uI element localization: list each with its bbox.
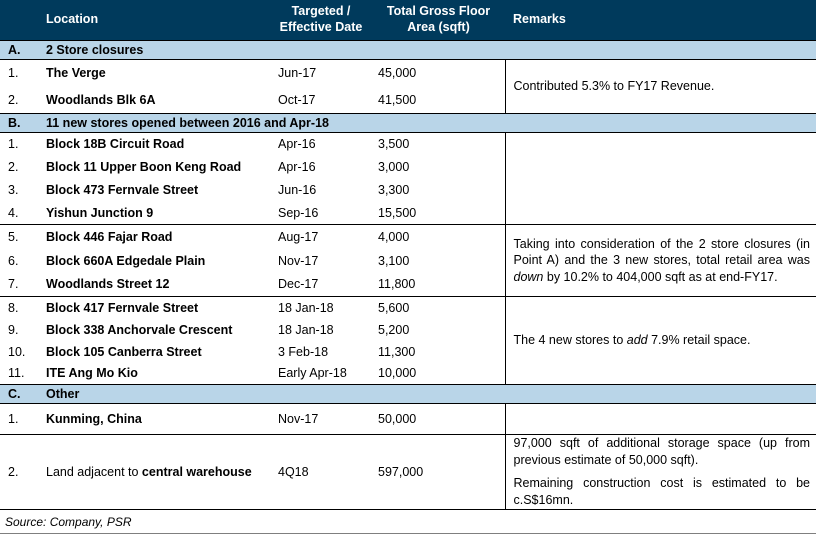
location-text: ITE Ang Mo Kio: [46, 366, 138, 381]
date-cell: Nov-17: [278, 253, 319, 268]
remark-text: 7.9% retail space.: [647, 333, 751, 348]
remark-text: Remaining construction cost is estimated to be c.S$16mn.: [513, 476, 810, 507]
remark-cell: [505, 435, 816, 510]
remark-cell: [505, 60, 816, 114]
date-cell: 3 Feb-18: [278, 344, 329, 359]
remark-paragraph: [514, 332, 811, 349]
area-cell: 15,500: [378, 205, 417, 220]
date-cell: Dec-17: [278, 277, 319, 292]
location-cell: [38, 435, 270, 510]
table-row: [0, 133, 816, 156]
row-number-cell: 2.: [8, 92, 19, 107]
remark-text: by 10.2% to 404,000 sqft as at end-FY17.: [543, 269, 778, 284]
row-number-cell: 2.: [0, 435, 38, 510]
section-letter-cell: C.: [0, 385, 38, 404]
date-cell: Apr-16: [278, 160, 316, 174]
area-cell: 10,000: [378, 366, 417, 381]
date-cell: Apr-16: [270, 133, 370, 156]
location-cell: [38, 156, 270, 179]
location-text: Block 417 Fernvale Street: [46, 300, 199, 315]
area-cell: 5,600: [370, 297, 505, 319]
location-text: Yishun Junction 9: [46, 205, 154, 220]
row-number-cell: 9.: [8, 322, 19, 337]
header-area-line1: Total Gross Floor: [386, 4, 491, 19]
row-number-cell: 4.: [8, 205, 19, 220]
section-title-cell: 11 new stores opened between 2016 and Apr-18: [38, 114, 816, 133]
table-row: [0, 225, 816, 249]
row-number-cell: 1.: [0, 404, 38, 435]
location-cell: [38, 225, 270, 249]
location-cell: [38, 363, 270, 385]
location-text: Block 473 Fernvale Street: [46, 183, 199, 197]
area-cell: 3,100: [378, 253, 410, 268]
location-cell: [38, 273, 270, 297]
location-cell: [38, 179, 270, 202]
area-cell: 597,000: [370, 435, 505, 510]
date-cell: Aug-17: [270, 225, 370, 249]
date-cell: Oct-17: [278, 92, 316, 107]
location-text: Block 446 Fajar Road: [46, 229, 173, 244]
area-cell: 41,500: [378, 92, 417, 107]
location-text: Block 11 Upper Boon Keng Road: [46, 160, 242, 174]
row-number-cell: 6.: [8, 253, 19, 268]
location-text: Block 338 Anchorvale Crescent: [46, 322, 233, 337]
row-number-cell: 1.: [0, 60, 38, 87]
section-letter-cell: A.: [0, 41, 38, 60]
table-row: [0, 435, 816, 510]
remark-text: down: [513, 269, 544, 284]
location-cell: [38, 404, 270, 435]
area-cell: 11,300: [378, 344, 416, 359]
remark-cell: [505, 297, 816, 385]
location-cell: [38, 249, 270, 273]
location-text: Block 660A Edgedale Plain: [46, 253, 206, 268]
location-text: Block 18B Circuit Road: [46, 137, 185, 152]
section-band-row: [0, 114, 816, 133]
date-cell: Jun-16: [278, 183, 317, 197]
area-cell: 50,000: [370, 404, 505, 435]
header-remarks: Remarks: [505, 0, 816, 41]
section-title-cell: Other: [38, 385, 816, 404]
remark-cell: [505, 133, 816, 225]
location-cell: [38, 341, 270, 363]
section-band-row: [0, 41, 816, 60]
remark-text: 97,000 sqft of additional storage space (up from previous estimate of 50,000 sqft).: [513, 436, 810, 467]
location-text: Block 105 Canberra Street: [46, 344, 202, 359]
location-text: Woodlands Street 12: [46, 277, 170, 292]
table-header-row: [0, 0, 816, 41]
header-targeted-effective-date: [270, 0, 370, 41]
row-number-cell: 11.: [8, 366, 25, 381]
remark-text: add: [626, 333, 648, 348]
location-cell: [38, 60, 270, 87]
row-number-cell: 8.: [0, 297, 38, 319]
section-letter-cell: B.: [0, 114, 38, 133]
remark-text: The 4 new stores to: [513, 333, 627, 348]
section-title-cell: 2 Store closures: [38, 41, 816, 60]
remark-paragraph: [514, 435, 811, 468]
header-total-gross-floor-area: [370, 0, 505, 41]
location-text: central warehouse: [141, 464, 252, 479]
date-cell: Nov-17: [270, 404, 370, 435]
area-cell: 5,200: [378, 322, 410, 337]
remark-paragraph: [514, 78, 811, 95]
remark-cell: [505, 225, 816, 297]
row-number-cell: 10.: [8, 344, 26, 359]
remark-paragraph: [514, 475, 811, 508]
header-date-line1: Targeted /: [291, 4, 351, 19]
date-cell: 18 Jan-18: [278, 322, 334, 337]
row-number-cell: 3.: [8, 183, 19, 197]
date-cell: Early Apr-18: [278, 366, 347, 381]
row-number-cell: 1.: [0, 133, 38, 156]
row-number-cell: 2.: [8, 160, 19, 174]
location-cell: [38, 87, 270, 114]
header-location: Location: [38, 0, 270, 41]
table-row: [0, 60, 816, 87]
date-cell: 18 Jan-18: [270, 297, 370, 319]
area-cell: 3,300: [378, 183, 410, 197]
area-cell: 11,800: [378, 277, 416, 292]
remark-cell: [505, 404, 816, 435]
row-number-cell: 5.: [0, 225, 38, 249]
section-band-row: [0, 385, 816, 404]
location-text: The Verge: [46, 66, 106, 81]
header-date-line2: Effective Date: [279, 20, 363, 34]
area-cell: 4,000: [370, 225, 505, 249]
location-text: Land adjacent to: [46, 464, 142, 479]
location-cell: [38, 133, 270, 156]
location-text: Kunming, China: [46, 412, 142, 426]
location-cell: [38, 202, 270, 225]
source-note: Source: Company, PSR: [5, 514, 132, 529]
remark-paragraph: [514, 236, 811, 286]
location-text: Woodlands Blk 6A: [46, 92, 156, 107]
remark-text: Taking into consideration of the 2 store closures (in Point A) and the 3 new stores, total retail area was: [513, 236, 810, 268]
area-cell: 45,000: [370, 60, 505, 87]
row-number-cell: 7.: [8, 277, 19, 292]
remark-text: Contributed 5.3% to FY17 Revenue.: [513, 79, 715, 94]
table-row: [0, 404, 816, 435]
date-cell: Sep-16: [278, 205, 319, 220]
area-cell: 3,000: [378, 160, 410, 174]
bottom-rule: [0, 532, 816, 534]
location-cell: [38, 319, 270, 341]
header-number-cell: [0, 0, 38, 41]
date-cell: Jun-17: [270, 60, 370, 87]
date-cell: 4Q18: [270, 435, 370, 510]
location-cell: [38, 297, 270, 319]
table-row: [0, 297, 816, 319]
header-area-line2: Area (sqft): [407, 20, 470, 34]
area-cell: 3,500: [370, 133, 505, 156]
